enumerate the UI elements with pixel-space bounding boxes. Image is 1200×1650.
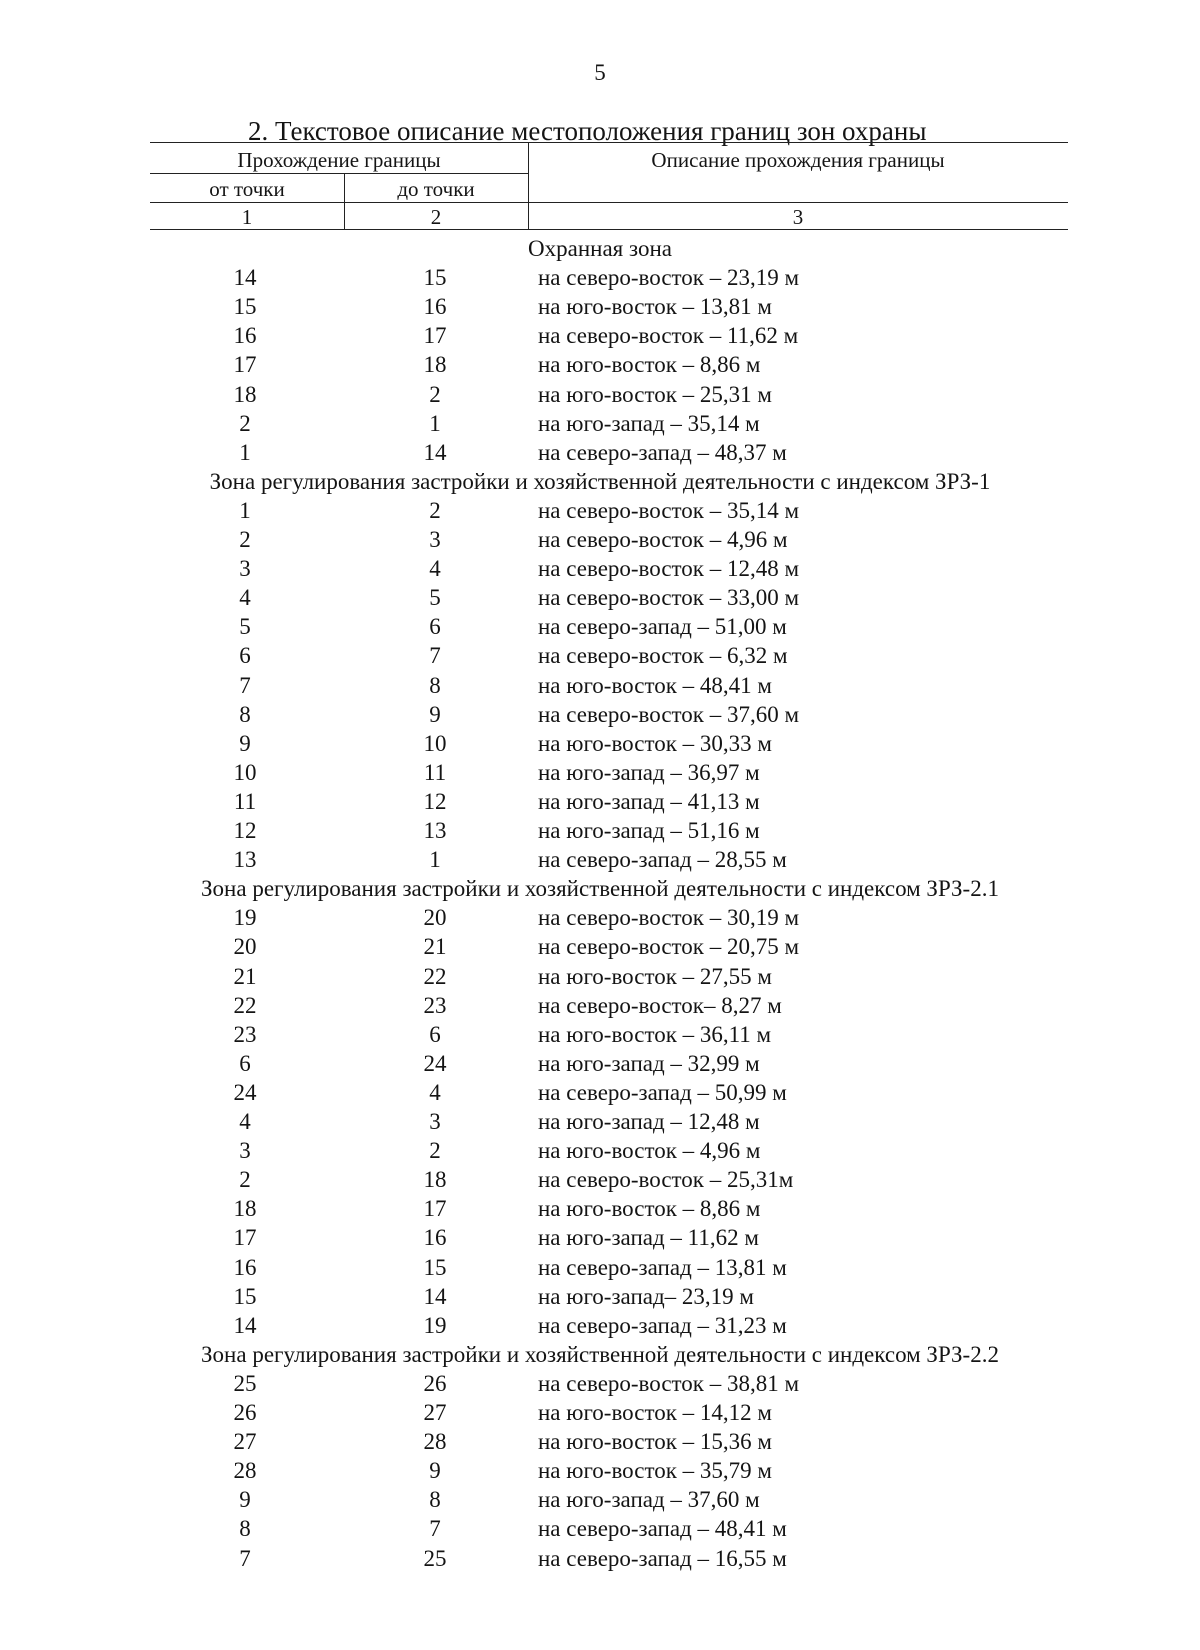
table-row	[0, 1223, 1200, 1252]
from-point: 6	[239, 1050, 251, 1076]
boundary-description: на юго-восток – 4,96 м	[538, 1138, 761, 1164]
to-point: 14	[423, 1283, 447, 1309]
table-row	[0, 1427, 1200, 1456]
boundary-description: на северо-восток– 8,27 м	[538, 992, 782, 1018]
from-point: 2	[239, 1167, 251, 1193]
table-row	[0, 1078, 1200, 1107]
to-point: 3	[429, 527, 441, 552]
table-row	[0, 729, 1200, 758]
from-point: 16	[233, 323, 257, 349]
from-point: 1	[239, 497, 251, 523]
to-point: 9	[429, 1458, 441, 1484]
table-row	[0, 1136, 1200, 1165]
from-point: 17	[233, 352, 257, 378]
table-row	[0, 350, 1200, 379]
from-point: 15	[233, 1283, 257, 1309]
boundary-description: на юго-запад – 11,62 м	[538, 1225, 759, 1251]
to-point: 28	[423, 1429, 447, 1455]
to-point: 16	[423, 1225, 447, 1251]
table-row	[0, 1020, 1200, 1049]
table-row	[0, 1369, 1200, 1398]
from-point: 24	[233, 1079, 257, 1105]
header-description-label: Описание прохождения границы	[651, 148, 945, 172]
table-row	[0, 496, 1200, 525]
section-title: Зона регулирования застройки и хозяйственной деятельности с индексом ЗРЗ-2.2	[201, 1341, 999, 1367]
header-col-number-3: 3	[792, 205, 804, 229]
boundary-description: на юго-восток – 27,55 м	[538, 963, 772, 989]
to-point: 18	[423, 352, 447, 378]
table-row	[0, 409, 1200, 438]
boundary-description: на северо-восток – 33,00 м	[538, 585, 800, 611]
table-row	[0, 845, 1200, 874]
from-point: 27	[233, 1429, 257, 1455]
from-point: 5	[239, 614, 251, 640]
to-point: 25	[423, 1545, 447, 1571]
table-row	[0, 1485, 1200, 1514]
from-point: 2	[239, 527, 251, 552]
to-point: 1	[429, 410, 441, 436]
section-title: Зона регулирования застройки и хозяйственной деятельности с индексом ЗРЗ-1	[209, 468, 991, 494]
from-point: 17	[233, 1225, 257, 1251]
to-point: 24	[423, 1050, 447, 1076]
from-point: 9	[239, 1487, 251, 1513]
from-point: 3	[239, 1138, 251, 1164]
from-point: 14	[233, 1312, 257, 1338]
to-point: 18	[423, 1167, 447, 1193]
table-row	[0, 700, 1200, 729]
to-point: 17	[423, 323, 447, 349]
table-row	[0, 641, 1200, 670]
boundary-description: на юго-восток – 48,41 м	[538, 672, 772, 698]
from-point: 8	[239, 1516, 251, 1542]
from-point: 7	[239, 1545, 251, 1571]
header-top-rule	[150, 142, 1068, 143]
boundary-description: на юго-запад – 32,99 м	[538, 1050, 760, 1076]
table-row	[0, 903, 1200, 932]
to-point: 23	[423, 992, 447, 1018]
to-point: 8	[429, 1487, 441, 1513]
table-row	[0, 671, 1200, 700]
from-point: 9	[239, 730, 251, 756]
boundary-description: на юго-запад – 37,60 м	[538, 1487, 760, 1513]
from-point: 13	[233, 847, 257, 873]
from-point: 18	[233, 381, 257, 407]
to-point: 11	[423, 759, 447, 785]
from-point: 6	[239, 643, 251, 669]
from-point: 8	[239, 701, 251, 727]
to-point: 6	[429, 614, 441, 640]
to-point: 16	[423, 294, 447, 320]
to-point: 15	[423, 1254, 447, 1280]
from-point: 12	[233, 818, 257, 843]
from-point: 19	[233, 905, 257, 931]
from-point: 18	[233, 1196, 257, 1222]
boundary-description: на северо-восток – 30,19 м	[538, 905, 800, 931]
from-point: 11	[233, 788, 257, 814]
table-row	[0, 1514, 1200, 1543]
table-row	[0, 438, 1200, 467]
to-point: 15	[423, 265, 447, 291]
from-point: 15	[233, 294, 257, 320]
to-point: 3	[429, 1109, 441, 1134]
boundary-description: на юго-восток – 14,12 м	[538, 1400, 772, 1425]
from-point: 23	[233, 1021, 257, 1047]
boundary-description: на юго-восток – 30,33 м	[538, 730, 772, 756]
to-point: 12	[423, 788, 447, 814]
from-point: 10	[233, 759, 257, 785]
from-point: 1	[239, 439, 251, 465]
boundary-description: на юго-восток – 25,31 м	[538, 381, 772, 407]
boundary-description: на северо-восток – 20,75 м	[538, 934, 800, 960]
from-point: 28	[233, 1458, 257, 1484]
to-point: 27	[423, 1400, 447, 1425]
section-title: Охранная зона	[528, 236, 672, 261]
table-row	[0, 583, 1200, 612]
boundary-description: на северо-восток – 25,31м	[538, 1167, 794, 1193]
boundary-description: на юго-восток – 35,79 м	[538, 1458, 772, 1484]
boundary-description: на юго-запад– 23,19 м	[538, 1283, 754, 1309]
boundary-description: на северо-восток – 35,14 м	[538, 497, 800, 523]
to-point: 10	[423, 730, 447, 756]
table-row	[0, 758, 1200, 787]
to-point: 7	[429, 643, 441, 669]
table-row	[0, 292, 1200, 321]
table-row	[0, 612, 1200, 641]
from-point: 16	[233, 1254, 257, 1280]
boundary-description: на северо-восток – 38,81 м	[538, 1370, 800, 1396]
to-point: 20	[423, 905, 447, 931]
from-point: 2	[239, 410, 251, 436]
to-point: 13	[423, 818, 447, 843]
boundary-description: на северо-запад – 48,41 м	[538, 1516, 787, 1542]
boundary-description: на северо-запад – 51,00 м	[538, 614, 787, 640]
from-point: 26	[233, 1400, 257, 1425]
to-point: 21	[423, 934, 447, 960]
table-row	[0, 380, 1200, 409]
boundary-description: на северо-запад – 13,81 м	[538, 1254, 787, 1280]
boundary-description: на северо-восток – 11,62 м	[538, 323, 799, 349]
boundary-description: на юго-восток – 8,86 м	[538, 1196, 761, 1222]
to-point: 2	[429, 1138, 441, 1164]
to-point: 7	[429, 1516, 441, 1542]
boundary-description: на юго-восток – 13,81 м	[538, 294, 772, 320]
boundary-description: на северо-запад – 48,37 м	[538, 439, 787, 465]
to-point: 6	[429, 1021, 441, 1047]
table-row	[0, 1253, 1200, 1282]
boundary-description: на северо-запад – 50,99 м	[538, 1079, 787, 1105]
to-point: 2	[429, 381, 441, 407]
to-point: 22	[423, 963, 447, 989]
boundary-description: на северо-восток – 12,48 м	[538, 556, 800, 582]
from-point: 3	[239, 556, 251, 582]
table-row	[0, 787, 1200, 816]
boundary-description: на северо-восток – 23,19 м	[538, 265, 800, 291]
from-point: 4	[239, 1109, 251, 1134]
header-mid-rule	[150, 202, 1068, 203]
to-point: 9	[429, 701, 441, 727]
to-point: 4	[429, 556, 441, 582]
from-point: 22	[233, 992, 257, 1018]
document-title: 2. Текстовое описание местоположения границ зон охраны	[248, 116, 927, 146]
boundary-description: на северо-восток – 6,32 м	[538, 643, 788, 669]
table-row	[0, 1311, 1200, 1340]
table-row	[0, 1544, 1200, 1573]
table-row	[0, 1194, 1200, 1223]
table-row	[0, 1107, 1200, 1136]
header-from-label: от точки	[209, 177, 285, 201]
boundary-description: на юго-восток – 15,36 м	[538, 1429, 772, 1455]
table-row	[0, 554, 1200, 583]
from-point: 4	[239, 585, 251, 611]
page-number: 5	[594, 60, 606, 85]
to-point: 26	[423, 1370, 447, 1396]
boundary-description: на юго-восток – 8,86 м	[538, 352, 761, 378]
header-group-label: Прохождение границы	[237, 148, 441, 172]
boundary-description: на северо-восток – 4,96 м	[538, 527, 788, 552]
table-row	[0, 1282, 1200, 1311]
to-point: 5	[429, 585, 441, 611]
boundary-description: на северо-запад – 31,23 м	[538, 1312, 787, 1338]
header-to-label: до точки	[397, 177, 475, 201]
table-row	[0, 263, 1200, 292]
boundary-description: на юго-запад – 51,16 м	[538, 818, 760, 843]
group-underline	[150, 173, 528, 174]
boundary-description: на юго-восток – 36,11 м	[538, 1021, 772, 1047]
from-point: 25	[233, 1370, 257, 1396]
boundary-description: на северо-запад – 28,55 м	[538, 847, 787, 873]
to-point: 4	[429, 1079, 441, 1105]
boundary-description: на юго-запад – 35,14 м	[538, 410, 760, 436]
table-row	[0, 962, 1200, 991]
header-col-number-2: 2	[430, 205, 442, 229]
to-point: 2	[429, 497, 441, 523]
table-row	[0, 932, 1200, 961]
from-point: 20	[233, 934, 257, 960]
to-point: 8	[429, 672, 441, 698]
from-point: 14	[233, 265, 257, 291]
to-point: 14	[423, 439, 447, 465]
boundary-description: на северо-запад – 16,55 м	[538, 1545, 787, 1571]
table-row	[0, 321, 1200, 350]
boundary-description: на юго-запад – 36,97 м	[538, 759, 760, 785]
table-row	[0, 991, 1200, 1020]
table-row	[0, 1398, 1200, 1427]
table-row	[0, 1049, 1200, 1078]
from-point: 7	[239, 672, 251, 698]
table-row	[0, 1456, 1200, 1485]
boundary-description: на северо-восток – 37,60 м	[538, 701, 800, 727]
to-point: 17	[423, 1196, 447, 1222]
table-row	[0, 525, 1200, 554]
boundary-description: на юго-запад – 41,13 м	[538, 788, 760, 814]
to-point: 1	[429, 847, 441, 873]
table-row	[0, 816, 1200, 845]
header-col-number-1: 1	[241, 205, 253, 229]
table-row	[0, 1165, 1200, 1194]
section-title: Зона регулирования застройки и хозяйственной деятельности с индексом ЗРЗ-2.1	[201, 876, 999, 902]
to-point: 19	[423, 1312, 447, 1338]
from-point: 21	[233, 963, 257, 989]
boundary-description: на юго-запад – 12,48 м	[538, 1109, 760, 1134]
